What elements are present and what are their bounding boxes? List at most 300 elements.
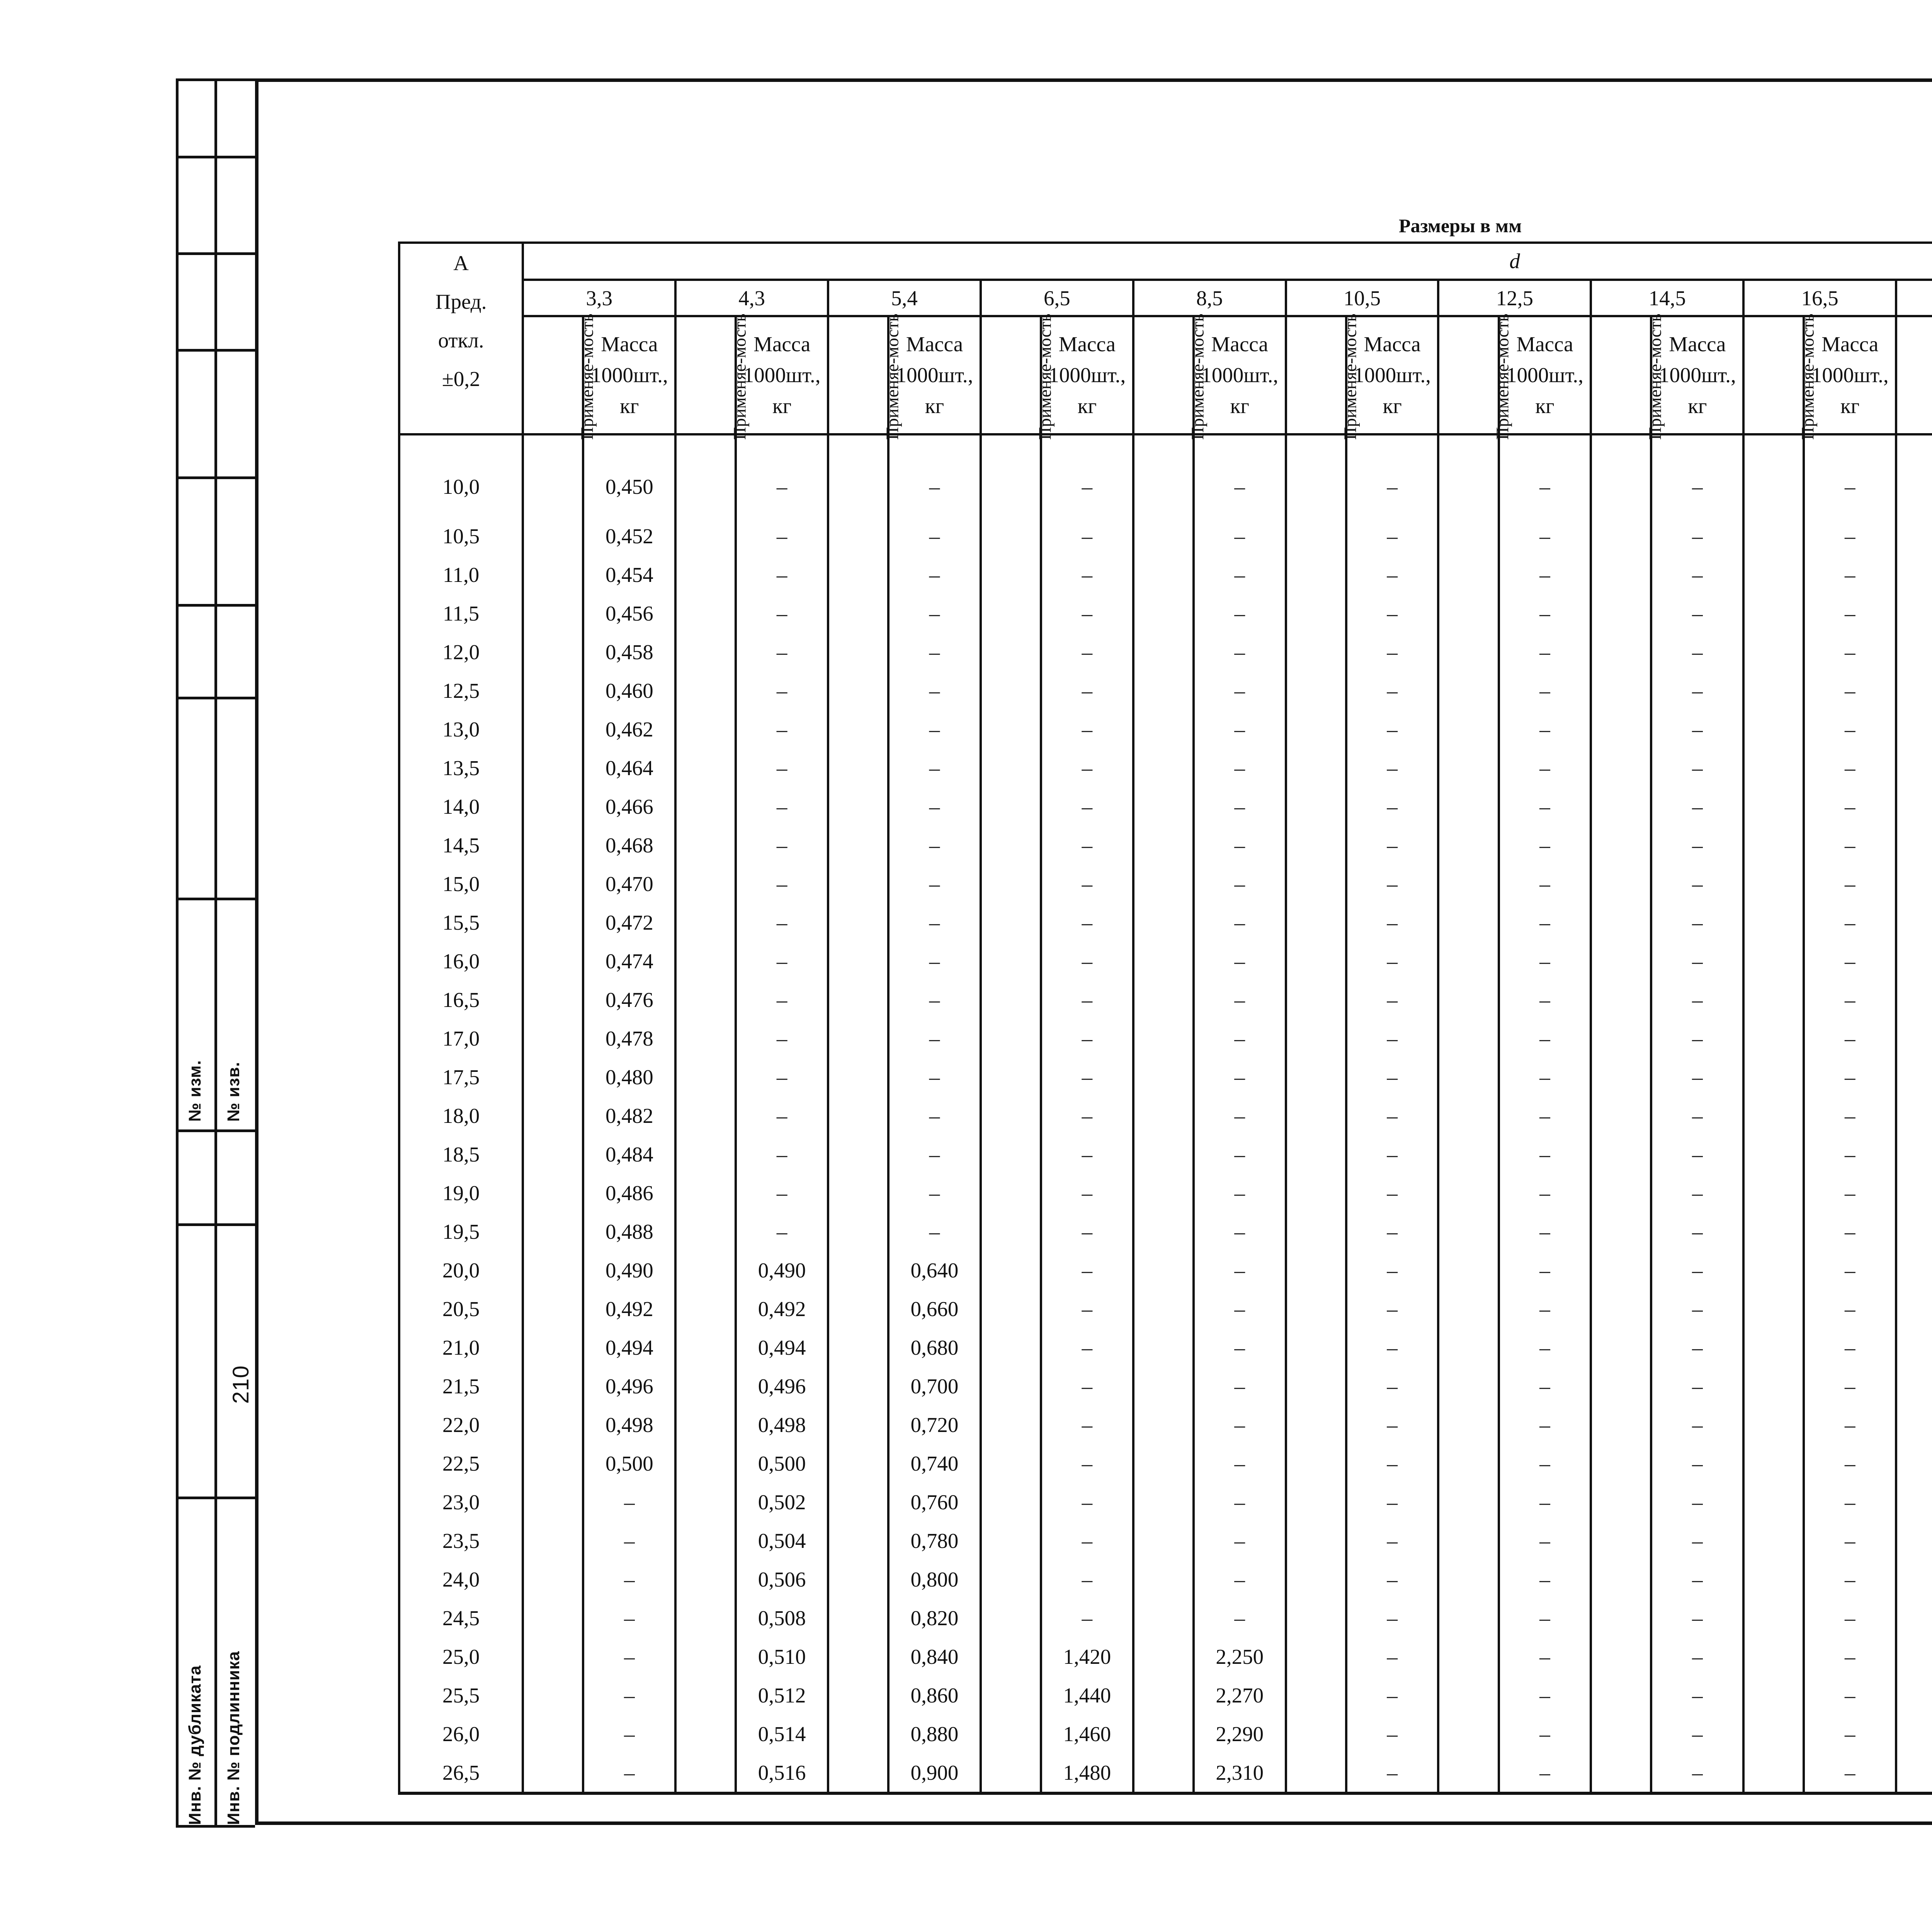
applicability-cell (523, 1405, 583, 1444)
applicability-cell (1591, 517, 1651, 555)
mass-cell: 0,498 (583, 1405, 675, 1444)
applicability-cell (828, 748, 888, 787)
mass-cell: – (1194, 1135, 1286, 1173)
a-header-line: A (453, 251, 469, 275)
applicability-cell (1896, 633, 1932, 671)
a-value-cell: 21,5 (399, 1367, 523, 1405)
mass-cell: – (1499, 1251, 1591, 1289)
mass-cell: 0,860 (888, 1676, 981, 1714)
applicability-cell (1438, 1753, 1498, 1793)
mass-header-line: 1000шт., (590, 363, 668, 387)
applicability-cell (523, 1328, 583, 1367)
mass-cell: – (736, 980, 828, 1019)
diameter-header: 4,3 (675, 280, 828, 316)
mass-cell: – (1041, 864, 1133, 903)
mass-cell: – (1499, 942, 1591, 980)
applicability-cell (1438, 1521, 1498, 1560)
mass-cell: – (1804, 434, 1896, 517)
applicability-cell (675, 1521, 736, 1560)
applicability-cell (1743, 1405, 1804, 1444)
applicability-cell (675, 1676, 736, 1714)
mass-cell: 1,480 (1041, 1753, 1133, 1793)
applicability-cell (981, 1212, 1041, 1251)
applicability-cell (523, 826, 583, 864)
mass-cell: 0,506 (736, 1560, 828, 1599)
mass-header (1194, 316, 1286, 434)
mass-cell: 0,464 (583, 748, 675, 787)
mass-cell: – (888, 710, 981, 748)
applicability-cell (1896, 1212, 1932, 1251)
table-row (399, 748, 1932, 787)
applicability-cell (523, 1714, 583, 1753)
applicability-cell (1896, 1289, 1932, 1328)
applicability-cell (1133, 903, 1194, 942)
a-value-cell: 16,5 (399, 980, 523, 1019)
table-row (399, 1405, 1932, 1444)
applicability-cell (981, 864, 1041, 903)
applicability-cell (828, 864, 888, 903)
applicability-cell (523, 1173, 583, 1212)
mass-cell: – (1651, 1251, 1743, 1289)
mass-cell: – (736, 748, 828, 787)
applicability-cell (1743, 555, 1804, 594)
applicability-cell (1743, 517, 1804, 555)
applicability-cell (981, 1328, 1041, 1367)
mass-cell: – (1651, 1599, 1743, 1637)
mass-cell: 0,900 (888, 1753, 981, 1793)
mass-cell: – (1346, 1637, 1439, 1676)
mass-cell: – (1346, 1599, 1439, 1637)
mass-header-line: Масса (1058, 332, 1116, 356)
applicability-cell (1896, 826, 1932, 864)
mass-cell: – (1651, 1676, 1743, 1714)
mass-cell: – (1194, 594, 1286, 633)
applicability-cell (1438, 903, 1498, 942)
applicability-cell (1438, 1637, 1498, 1676)
mass-cell: – (1041, 748, 1133, 787)
mass-cell: – (1804, 1135, 1896, 1173)
applicability-cell (981, 1483, 1041, 1521)
mass-cell: – (1041, 1096, 1133, 1135)
mass-cell: – (1346, 1289, 1439, 1328)
applicability-cell (1286, 1173, 1346, 1212)
mass-cell: – (888, 633, 981, 671)
applicability-cell (1133, 1289, 1194, 1328)
applicability-cell (1896, 942, 1932, 980)
applicability-cell (828, 434, 888, 517)
applicability-cell (981, 1019, 1041, 1058)
mass-header-line: Масса (1364, 332, 1421, 356)
mass-cell: – (888, 980, 981, 1019)
mass-header-line: кг (1383, 394, 1402, 418)
applicability-label: Применяе-мость (882, 313, 902, 440)
a-value-cell: 19,0 (399, 1173, 523, 1212)
applicability-cell (675, 748, 736, 787)
applicability-cell (1896, 1753, 1932, 1793)
mass-cell: 0,500 (583, 1444, 675, 1483)
applicability-cell (1743, 1212, 1804, 1251)
applicability-cell (1438, 1405, 1498, 1444)
applicability-cell (523, 1444, 583, 1483)
applicability-cell (1591, 1753, 1651, 1793)
strip-cell (176, 1129, 255, 1132)
applicability-cell (1438, 1483, 1498, 1521)
mass-cell: – (1041, 1483, 1133, 1521)
mass-cell: – (1346, 1444, 1439, 1483)
applicability-cell (1896, 980, 1932, 1019)
a-value-cell: 26,5 (399, 1753, 523, 1793)
mass-cell: – (736, 710, 828, 748)
mass-cell: 0,498 (736, 1405, 828, 1444)
applicability-cell (523, 517, 583, 555)
applicability-cell (1133, 594, 1194, 633)
applicability-cell (1438, 1096, 1498, 1135)
mass-cell: – (1651, 903, 1743, 942)
mass-cell: – (1804, 942, 1896, 980)
applicability-cell (828, 1483, 888, 1521)
applicability-cell (1133, 710, 1194, 748)
a-value-cell: 18,5 (399, 1135, 523, 1173)
mass-header-line: Масса (1821, 332, 1879, 356)
applicability-cell (1591, 1405, 1651, 1444)
applicability-cell (1743, 1599, 1804, 1637)
applicability-cell (1591, 671, 1651, 710)
applicability-cell (1438, 980, 1498, 1019)
applicability-cell (1438, 748, 1498, 787)
mass-cell: – (1346, 1212, 1439, 1251)
applicability-cell (1133, 1560, 1194, 1599)
applicability-cell (1591, 1714, 1651, 1753)
applicability-cell (675, 1483, 736, 1521)
mass-cell: – (736, 517, 828, 555)
applicability-cell (523, 1521, 583, 1560)
mass-cell: – (1346, 671, 1439, 710)
applicability-cell (1438, 1251, 1498, 1289)
mass-cell: – (1651, 710, 1743, 748)
mass-cell: – (736, 434, 828, 517)
mass-cell: 0,468 (583, 826, 675, 864)
mass-cell: – (1804, 633, 1896, 671)
mass-cell: – (1041, 594, 1133, 633)
applicability-cell (523, 1599, 583, 1637)
a-value-cell: 18,0 (399, 1096, 523, 1135)
a-value-cell: 23,5 (399, 1521, 523, 1560)
applicability-cell (1286, 1328, 1346, 1367)
mass-cell: – (1804, 1173, 1896, 1212)
applicability-cell (828, 555, 888, 594)
table-row (399, 1676, 1932, 1714)
mass-cell: – (888, 864, 981, 903)
applicability-cell (828, 1173, 888, 1212)
mass-cell: 0,460 (583, 671, 675, 710)
applicability-cell (1286, 787, 1346, 826)
mass-cell: – (1499, 1560, 1591, 1599)
mass-cell: – (1041, 517, 1133, 555)
applicability-cell (1286, 1405, 1346, 1444)
mass-cell: – (1194, 1521, 1286, 1560)
table-row (399, 517, 1932, 555)
applicability-cell (828, 1521, 888, 1560)
mass-cell: – (1499, 1637, 1591, 1676)
applicability-cell (981, 1135, 1041, 1173)
applicability-cell (523, 633, 583, 671)
mass-cell: 0,452 (583, 517, 675, 555)
mass-cell: – (1804, 1328, 1896, 1367)
mass-cell: – (1346, 1676, 1439, 1714)
applicability-cell (1591, 555, 1651, 594)
applicability-cell (1591, 903, 1651, 942)
applicability-cell (981, 1521, 1041, 1560)
table-row (399, 1714, 1932, 1753)
applicability-cell (1133, 1173, 1194, 1212)
mass-cell: – (1499, 671, 1591, 710)
applicability-cell (828, 1676, 888, 1714)
applicability-cell (1743, 434, 1804, 517)
a-value-cell: 24,0 (399, 1560, 523, 1599)
applicability-cell (1286, 903, 1346, 942)
mass-cell: – (1804, 1019, 1896, 1058)
applicability-cell (1591, 594, 1651, 633)
mass-header-line: 1000шт., (1811, 363, 1889, 387)
table-row (399, 826, 1932, 864)
applicability-cell (981, 903, 1041, 942)
applicability-cell (523, 1560, 583, 1599)
mass-cell: – (1804, 787, 1896, 826)
mass-cell: 0,486 (583, 1173, 675, 1212)
mass-cell: – (1346, 1753, 1439, 1793)
applicability-cell (1133, 1367, 1194, 1405)
mass-header-line: кг (1840, 394, 1860, 418)
mass-cell: 0,840 (888, 1637, 981, 1676)
mass-cell: – (1651, 826, 1743, 864)
applicability-cell (828, 633, 888, 671)
mass-cell: – (888, 1173, 981, 1212)
applicability-cell (675, 1096, 736, 1135)
applicability-cell (523, 980, 583, 1019)
mass-cell: 2,250 (1194, 1637, 1286, 1676)
applicability-cell (1133, 942, 1194, 980)
mass-cell: – (736, 903, 828, 942)
a-value-cell: 19,5 (399, 1212, 523, 1251)
applicability-cell (981, 1405, 1041, 1444)
mass-cell: – (736, 594, 828, 633)
applicability-cell (1896, 1676, 1932, 1714)
mass-cell: – (1194, 980, 1286, 1019)
mass-cell: – (888, 517, 981, 555)
applicability-label: Применяе-мость (1492, 313, 1512, 440)
mass-cell: – (1651, 1096, 1743, 1135)
applicability-cell (1286, 1521, 1346, 1560)
applicability-cell (828, 1251, 888, 1289)
mass-cell: – (1346, 787, 1439, 826)
applicability-cell (1591, 1212, 1651, 1251)
a-value-cell: 26,0 (399, 1714, 523, 1753)
mass-cell: – (1346, 1019, 1439, 1058)
mass-cell: – (1346, 1096, 1439, 1135)
applicability-cell (1896, 1251, 1932, 1289)
table-row (399, 434, 1932, 517)
applicability-cell (1591, 434, 1651, 517)
table-row (399, 1096, 1932, 1135)
applicability-cell (523, 1289, 583, 1328)
mass-cell: – (1651, 1483, 1743, 1521)
applicability-cell (675, 1173, 736, 1212)
mass-cell: 0,502 (736, 1483, 828, 1521)
applicability-cell (981, 1560, 1041, 1599)
strip-cell (176, 1497, 255, 1499)
applicability-cell (1591, 1289, 1651, 1328)
mass-cell: – (1194, 748, 1286, 787)
mass-cell: 2,270 (1194, 1676, 1286, 1714)
applicability-cell (1133, 1444, 1194, 1483)
mass-cell: – (1041, 1444, 1133, 1483)
mass-header (1041, 316, 1133, 434)
a-value-cell: 24,5 (399, 1599, 523, 1637)
mass-cell: – (1499, 1444, 1591, 1483)
mass-cell: – (583, 1483, 675, 1521)
applicability-cell (1438, 1676, 1498, 1714)
mass-cell: – (888, 942, 981, 980)
applicability-cell (1438, 1019, 1498, 1058)
mass-cell: – (1651, 1289, 1743, 1328)
applicability-cell (1133, 434, 1194, 517)
mass-cell: – (1041, 1135, 1133, 1173)
mass-cell: 0,466 (583, 787, 675, 826)
a-value-cell: 10,5 (399, 517, 523, 555)
mass-cell: – (1499, 1753, 1591, 1793)
table-row (399, 594, 1932, 633)
applicability-cell (1743, 864, 1804, 903)
applicability-cell (675, 1019, 736, 1058)
applicability-cell (1133, 1676, 1194, 1714)
mass-cell: – (1651, 1173, 1743, 1212)
mass-header-line: кг (925, 394, 944, 418)
mass-cell: 0,700 (888, 1367, 981, 1405)
mass-cell: – (1651, 1637, 1743, 1676)
applicability-cell (1133, 748, 1194, 787)
mass-cell: – (1041, 942, 1133, 980)
applicability-label: Применяе-мость (1035, 313, 1055, 440)
table-row (399, 1560, 1932, 1599)
applicability-cell (1286, 671, 1346, 710)
mass-cell: – (1346, 903, 1439, 942)
mass-cell: – (1346, 826, 1439, 864)
mass-cell: – (1041, 1367, 1133, 1405)
applicability-cell (828, 517, 888, 555)
mass-header-line: 1000шт., (743, 363, 821, 387)
table-row (399, 942, 1932, 980)
applicability-cell (1438, 633, 1498, 671)
mass-cell: – (1651, 1058, 1743, 1096)
applicability-cell (1133, 555, 1194, 594)
mass-cell: – (1499, 1599, 1591, 1637)
applicability-label: Применяе-мость (1645, 313, 1665, 440)
applicability-cell (981, 594, 1041, 633)
table-row (399, 1521, 1932, 1560)
a-value-cell: 12,0 (399, 633, 523, 671)
applicability-cell (828, 1405, 888, 1444)
table-row (399, 1251, 1932, 1289)
mass-cell: – (1499, 826, 1591, 864)
mass-cell: – (1499, 903, 1591, 942)
applicability-cell (1743, 1289, 1804, 1328)
mass-cell: – (1346, 1173, 1439, 1212)
applicability-cell (1591, 1599, 1651, 1637)
mass-header (1804, 316, 1896, 434)
mass-cell: 0,492 (736, 1289, 828, 1328)
applicability-cell (1286, 1599, 1346, 1637)
applicability-cell (981, 710, 1041, 748)
mass-cell: – (736, 671, 828, 710)
mass-cell: – (1194, 434, 1286, 517)
applicability-cell (1286, 1135, 1346, 1173)
mass-cell: 0,516 (736, 1753, 828, 1793)
mass-cell: – (888, 1135, 981, 1173)
applicability-cell (523, 903, 583, 942)
a-value-cell: 13,0 (399, 710, 523, 748)
mass-cell: – (1651, 517, 1743, 555)
mass-cell: – (1804, 1289, 1896, 1328)
a-value-cell: 12,5 (399, 671, 523, 710)
applicability-cell (1133, 1521, 1194, 1560)
mass-cell: – (1804, 1251, 1896, 1289)
mass-cell: – (1804, 517, 1896, 555)
mass-cell: 0,462 (583, 710, 675, 748)
applicability-cell (1896, 710, 1932, 748)
strip-cell (176, 349, 255, 352)
mass-cell: – (1041, 1212, 1133, 1251)
mass-cell: – (1499, 594, 1591, 633)
applicability-cell (1286, 864, 1346, 903)
mass-cell: 0,470 (583, 864, 675, 903)
mass-cell: 0,494 (583, 1328, 675, 1367)
mass-cell: 0,478 (583, 1019, 675, 1058)
mass-cell: – (1651, 555, 1743, 594)
a-value-cell: 17,0 (399, 1019, 523, 1058)
applicability-cell (828, 1444, 888, 1483)
mass-cell: – (736, 633, 828, 671)
mass-cell: – (1804, 864, 1896, 903)
mass-cell: 0,488 (583, 1212, 675, 1251)
dimensions-caption: Размеры в мм (1399, 215, 1522, 236)
mass-cell: – (1346, 517, 1439, 555)
mass-cell: – (1651, 434, 1743, 517)
mass-cell: – (1194, 1251, 1286, 1289)
mass-cell: – (1346, 942, 1439, 980)
applicability-cell (1591, 826, 1651, 864)
applicability-cell (1896, 1599, 1932, 1637)
mass-cell: – (1651, 1019, 1743, 1058)
applicability-cell (1133, 1637, 1194, 1676)
mass-cell: – (1499, 1173, 1591, 1212)
mass-cell: – (1346, 555, 1439, 594)
applicability-cell (523, 1212, 583, 1251)
applicability-cell (1286, 555, 1346, 594)
mass-cell: – (1041, 1560, 1133, 1599)
applicability-cell (1133, 1328, 1194, 1367)
applicability-label: Применяе-мость (577, 313, 597, 440)
mass-cell: 0,500 (736, 1444, 828, 1483)
stamp-inv-number: 210 (228, 1365, 253, 1404)
applicability-cell (1286, 434, 1346, 517)
applicability-cell (1286, 1096, 1346, 1135)
applicability-cell (675, 594, 736, 633)
applicability-cell (828, 1019, 888, 1058)
applicability-cell (1133, 1135, 1194, 1173)
mass-header-line: Масса (601, 332, 658, 356)
applicability-cell (981, 633, 1041, 671)
diameter-header: 5,4 (828, 280, 981, 316)
